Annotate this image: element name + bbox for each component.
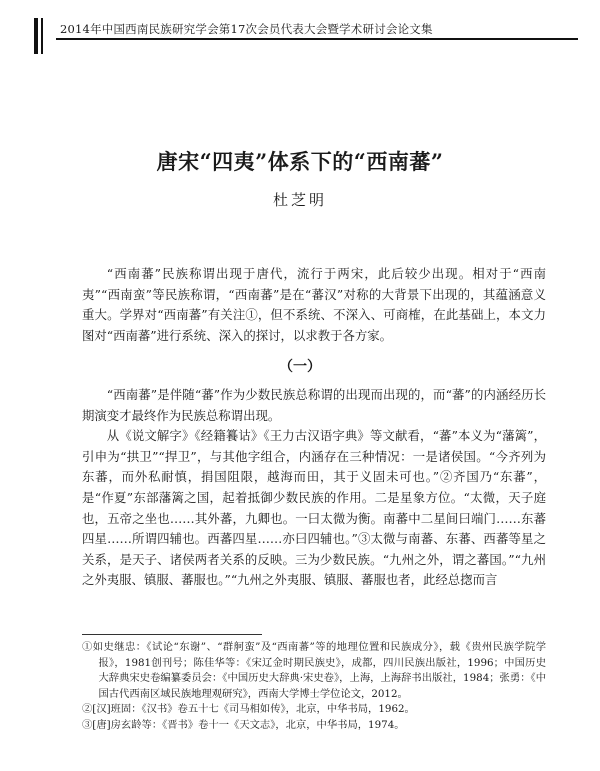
header-thin-bar bbox=[41, 18, 43, 54]
article-title: 唐宋“四夷”体系下的“西南蕃” bbox=[156, 149, 444, 174]
body-paragraph-1: “西南蕃”是伴随“蕃”作为少数民族总称谓的出现而出现的，而“蕃”的内涵经历长期演变才最终作为民族总称谓出现。 bbox=[82, 387, 546, 423]
footnote-2: ②[汉]班固：《汉书》卷五十七《司马相如传》，北京，中华书局，1962。 bbox=[82, 703, 415, 716]
intro-paragraph: “西南蕃”民族称谓出现于唐代，流行于两宋，此后较少出现。相对于“西南夷”“西南蛮”等民族称谓，“西南蕃”是在“蕃汉”对称的大背景下出现的，其蕴涵意义重大。学界对“西南蕃”有关注①，但不系统、不深入、可商榷，在此基础上，本文力图对“西南蕃”进行系统、深入的探讨，以求教于各方家。 bbox=[82, 266, 546, 343]
main-text bbox=[82, 385, 546, 591]
running-header: 2014年中国西南民族研究学会第17次会员代表大会暨学术研讨会论文集 bbox=[60, 22, 433, 36]
header-rule bbox=[56, 38, 578, 40]
footnote-rule bbox=[82, 634, 262, 635]
header-thick-bar bbox=[34, 18, 38, 54]
footnote-1: ①如史继忠：《试论“东谢”、“群舸蛮”及“西南蕃”等的地理位置和民族成分》，载《贵州民族学院学报》，1981创刊号；陈佳华等：《宋辽金时期民族史》，成都，四川民族出版社，1996；中国历史大辞典宋史卷编纂委员会：《中国历史大辞典·宋史卷》，上海，上海辞书出版社，1984；张勇：《中国古代西南区域民族地理观研究》，西南大学博士学位论文，2012。 bbox=[82, 641, 546, 700]
section-heading: （一） bbox=[279, 359, 321, 375]
article-author: 杜芝明 bbox=[272, 191, 327, 209]
footnote-3: ③[唐]房玄龄等：《晋书》卷十一《天文志》，北京，中华书局，1974。 bbox=[82, 718, 405, 731]
intro-block bbox=[82, 264, 546, 346]
body-paragraph-2: 从《说文解字》《经籍籑诂》《王力古汉语字典》等文献看，“蕃”本义为“藩篱”，引申为“拱卫”“捍卫”，与其他字组合，内涵存在三种情况：一是诸侯国。“今齐列为东蕃，而外私耐慎，捐国阻限，越海而田，其于义固未可也。”②齐国乃“东蕃”，是“作夏”东部藩篱之国，起着抵御少数民族的作用。二是星象方位。“太微，天子庭也，五帝之坐也……其外蕃，九卿也。一曰太微为衡。南蕃中二星间曰端门……东蕃四星……所谓四辅也。西蕃四星……亦曰四辅也。”③太微与南蕃、东蕃、西蕃等星之关系，是天子、诸侯两者关系的反映。三为少数民族。“九州之外，谓之蕃国。”“九州之外夷服、镇服、蕃服也。”“九州之外夷服、镇服、蕃服也者，此经总揔而言 bbox=[82, 428, 546, 588]
header-bars-decoration bbox=[34, 18, 46, 54]
footnotes bbox=[82, 640, 546, 734]
